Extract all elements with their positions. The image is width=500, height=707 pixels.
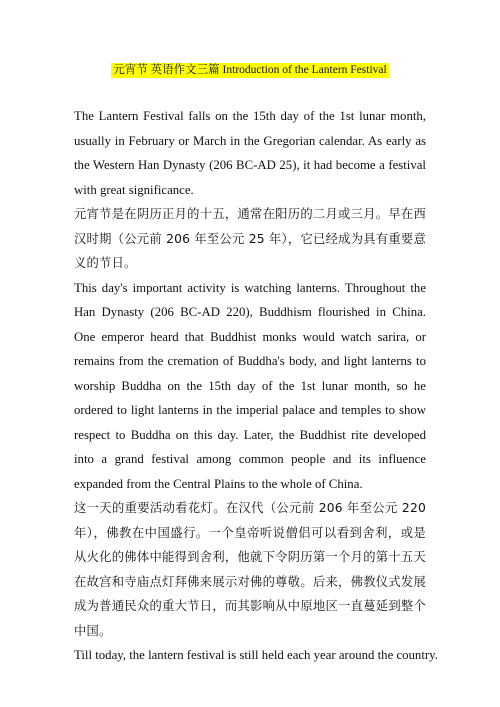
paragraph-english-3: Till today, the lantern festival is still held each year around the country. xyxy=(74,648,438,662)
paragraph-english-2: This day's important activity is watching lanterns. Throughout the Han Dynasty (206 BC-AD 220), Buddhism flourished in China. One emperor heard that Buddhist monks would watch sarira, or remains from the cremation of Buddha's body, and light lanterns to worship Buddha on the 15th day of the 1st lunar month, so he ordered to light lanterns in the imperial palace and temples to show respect to Buddha on this day. Later, the Buddhist rite developed into a grand festival among common people and its influence expanded from the Central Plains to the whole of China. xyxy=(74,280,426,491)
document-body xyxy=(74,104,438,668)
paragraph-chinese-2: 这一天的重要活动看花灯。在汉代（公元前 206 年至公元 220 年），佛教在中国盛行。一个皇帝听说僧侣可以看到舍利，或是从火化的佛体中能得到舍利，他就下令阴历第一个月的第十五天在故宫和寺庙点灯拜佛来展示对佛的尊敬。后来，佛教仪式发展成为普通民众的重大节日，而其影响从中原地区一直蔓延到整个中国。 xyxy=(74,501,426,638)
title-container xyxy=(74,60,426,78)
paragraph-english-1: The Lantern Festival falls on the 15th day of the 1st lunar month, usually in February or March in the Gregorian calendar. As early as the Western Han Dynasty (206 BC-AD 25), it had become a festival with great significance. xyxy=(74,109,426,197)
document-title: 元宵节 英语作文三篇 Introduction of the Lantern Festival xyxy=(113,64,387,76)
paragraph-chinese-1: 元宵节是在阴历正月的十五，通常在阳历的二月或三月。早在西汉时期（公元前 206 年至公元 25 年），它已经成为具有重要意义的节日。 xyxy=(74,207,426,270)
